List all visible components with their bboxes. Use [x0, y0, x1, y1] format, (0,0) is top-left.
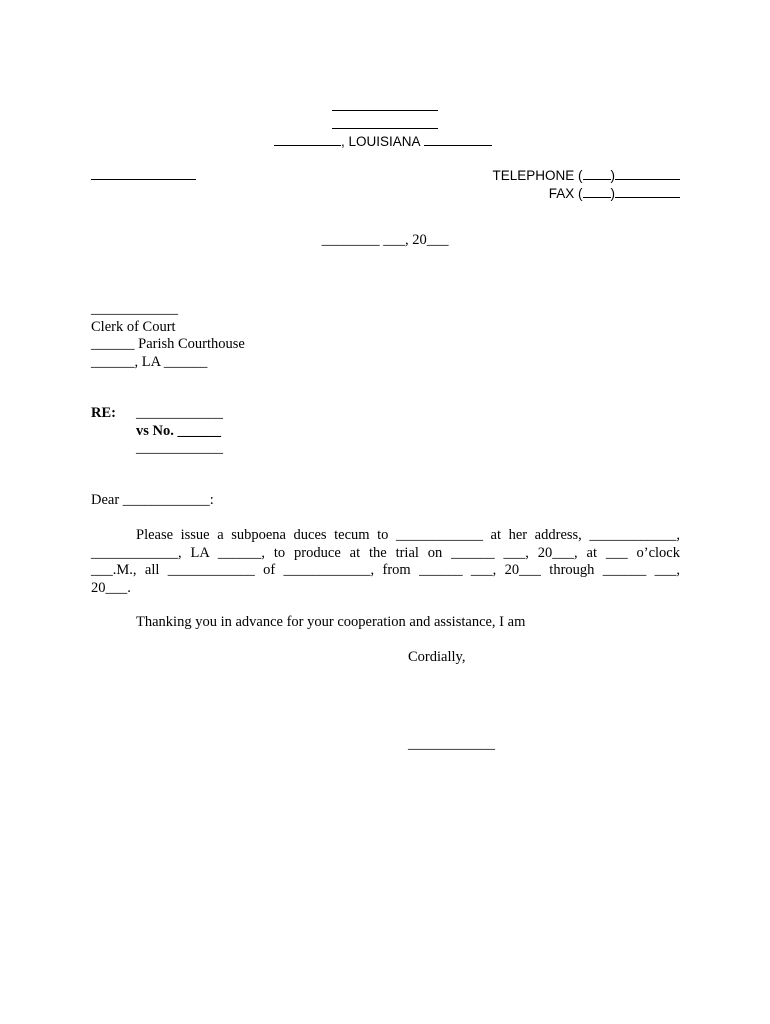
- telephone-label: TELEPHONE (: [492, 168, 583, 183]
- recipient-name-blank: ____________: [91, 301, 178, 317]
- body-p1-line-3-text: ___.M., all ____________ of ____________, from ______ ___, 20___ through ______ ___,: [91, 562, 680, 578]
- fax-number-blank: [615, 182, 680, 198]
- body-p1-line-1: [91, 527, 680, 545]
- re-line-1: ____________: [136, 405, 223, 421]
- re-line-3: ____________: [136, 440, 223, 456]
- re-label: RE:: [91, 405, 116, 421]
- salutation: Dear ____________:: [91, 492, 214, 508]
- telephone-number-blank: [615, 164, 680, 180]
- telephone-close: ): [610, 168, 615, 183]
- letterhead-city-line: [274, 130, 492, 149]
- telephone-line: [492, 164, 680, 183]
- recipient-city-line: ______, LA ______: [91, 353, 208, 370]
- body-p1-line-4: 20___.: [91, 579, 131, 596]
- body-p1-line-1-text: Please issue a subpoena duces tecum to ____________ at her address, ____________,: [136, 527, 680, 543]
- fax-close: ): [610, 186, 615, 201]
- recipient-block: [91, 301, 245, 371]
- recipient-title: Clerk of Court: [91, 318, 176, 335]
- re-line-2: vs No. ______: [136, 422, 221, 439]
- city-blank: [274, 130, 341, 146]
- recipient-courthouse: ______ Parish Courthouse: [91, 336, 245, 352]
- fax-label: FAX (: [548, 186, 583, 201]
- telephone-area-blank: [583, 164, 611, 180]
- body-p1-line-3: [91, 562, 680, 580]
- closing: Cordially,: [408, 649, 466, 665]
- letterhead-left-blank: [91, 164, 196, 180]
- body-p1-line-2: [91, 545, 680, 563]
- letterhead-blank-2: [332, 113, 438, 129]
- fax-area-blank: [583, 182, 611, 198]
- fax-line: [549, 182, 680, 201]
- body-paragraph-2: Thanking you in advance for your cooperation and assistance, I am: [136, 614, 526, 630]
- letterhead-blank-1: [332, 95, 438, 111]
- body-p1-line-2-text: ____________, LA ______, to produce at the trial on ______ ___, 20___, at ___ o’clock: [91, 544, 680, 561]
- zip-blank: [424, 130, 492, 146]
- letterhead: [0, 0, 770, 210]
- body-paragraph-1: [91, 527, 680, 597]
- date-line: ________ ___, 20___: [321, 232, 449, 248]
- re-block: [136, 405, 223, 458]
- city-state-text: , LOUISIANA: [341, 134, 421, 149]
- signature-blank: ____________: [408, 736, 495, 752]
